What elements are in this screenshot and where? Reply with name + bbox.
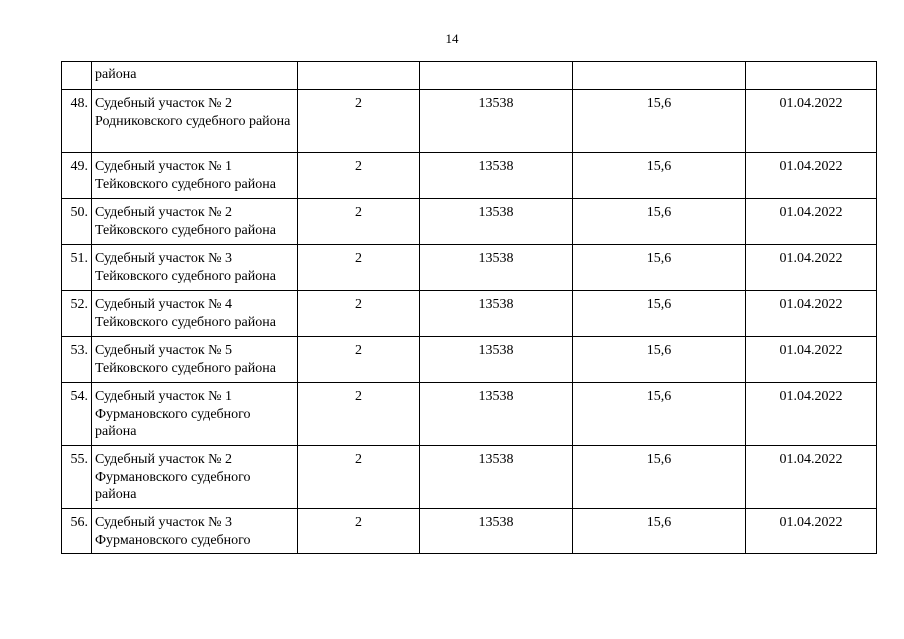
cell-col-2: 13538 <box>420 153 573 199</box>
cell-col-2: 13538 <box>420 199 573 245</box>
cell-col-3: 15,6 <box>573 153 746 199</box>
cell-site-name: Судебный участок № 4 Тейковского судебного района <box>92 291 298 337</box>
cell-col-2: 13538 <box>420 291 573 337</box>
cell-col-4: 01.04.2022 <box>746 383 877 446</box>
table-row <box>62 446 877 509</box>
cell-col-4: 01.04.2022 <box>746 90 877 153</box>
cell-site-name: Судебный участок № 2 Фурмановского судебного района <box>92 446 298 509</box>
cell-col-4: 01.04.2022 <box>746 199 877 245</box>
cell-site-name: Судебный участок № 2 Родниковского судебного района <box>92 90 298 153</box>
table-row <box>62 291 877 337</box>
cell-col-2: 13538 <box>420 446 573 509</box>
cell-number: 56. <box>62 509 92 554</box>
cell-col-4: 01.04.2022 <box>746 446 877 509</box>
cell-site-name: Судебный участок № 2 Тейковского судебного района <box>92 199 298 245</box>
table-row <box>62 90 877 153</box>
cell-col-1: 2 <box>298 337 420 383</box>
cell-site-name: Судебный участок № 5 Тейковского судебного района <box>92 337 298 383</box>
cell-col-3: 15,6 <box>573 446 746 509</box>
cell-col-1: 2 <box>298 245 420 291</box>
table-row <box>62 509 877 554</box>
cell-col-2: 13538 <box>420 90 573 153</box>
cell-number: 52. <box>62 291 92 337</box>
cell-col-2: 13538 <box>420 383 573 446</box>
cell-col-4: 01.04.2022 <box>746 245 877 291</box>
cell-col-1 <box>298 62 420 90</box>
cell-col-4: 01.04.2022 <box>746 153 877 199</box>
cell-col-4: 01.04.2022 <box>746 509 877 554</box>
cell-col-3: 15,6 <box>573 291 746 337</box>
cell-col-1: 2 <box>298 446 420 509</box>
cell-site-name: района <box>92 62 298 90</box>
cell-col-1: 2 <box>298 90 420 153</box>
table-row <box>62 199 877 245</box>
cell-number: 53. <box>62 337 92 383</box>
cell-col-4: 01.04.2022 <box>746 337 877 383</box>
table-row <box>62 337 877 383</box>
cell-col-2: 13538 <box>420 245 573 291</box>
cell-col-4 <box>746 62 877 90</box>
cell-site-name: Судебный участок № 3 Тейковского судебного района <box>92 245 298 291</box>
cell-col-3: 15,6 <box>573 383 746 446</box>
cell-col-4: 01.04.2022 <box>746 291 877 337</box>
cell-col-1: 2 <box>298 291 420 337</box>
cell-col-2: 13538 <box>420 337 573 383</box>
cell-col-2 <box>420 62 573 90</box>
cell-number: 49. <box>62 153 92 199</box>
table-row <box>62 245 877 291</box>
cell-col-3: 15,6 <box>573 199 746 245</box>
cell-number: 51. <box>62 245 92 291</box>
table-row <box>62 383 877 446</box>
cell-site-name: Судебный участок № 1 Тейковского судебного района <box>92 153 298 199</box>
cell-col-3: 15,6 <box>573 337 746 383</box>
cell-col-3: 15,6 <box>573 90 746 153</box>
cell-col-3: 15,6 <box>573 245 746 291</box>
cell-col-3: 15,6 <box>573 509 746 554</box>
cell-number: 50. <box>62 199 92 245</box>
cell-number: 55. <box>62 446 92 509</box>
cell-site-name: Судебный участок № 3 Фурмановского судебного <box>92 509 298 554</box>
cell-number: 48. <box>62 90 92 153</box>
cell-col-1: 2 <box>298 509 420 554</box>
cell-col-1: 2 <box>298 383 420 446</box>
court-sites-table <box>61 61 877 554</box>
page-number: 14 <box>445 31 459 46</box>
cell-col-1: 2 <box>298 199 420 245</box>
cell-number <box>62 62 92 90</box>
cell-col-1: 2 <box>298 153 420 199</box>
table-row-continuation <box>62 62 877 90</box>
cell-col-3 <box>573 62 746 90</box>
cell-col-2: 13538 <box>420 509 573 554</box>
cell-site-name: Судебный участок № 1 Фурмановского судебного района <box>92 383 298 446</box>
cell-number: 54. <box>62 383 92 446</box>
table-row <box>62 153 877 199</box>
